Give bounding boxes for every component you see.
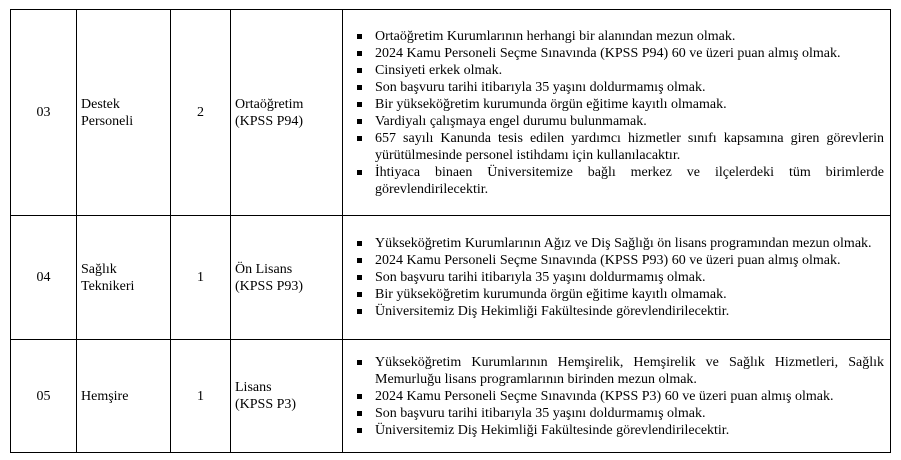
requirements-list: [347, 354, 884, 439]
requirement-text: Bir yükseköğretim kurumunda örgün eğitime kayıtlı olmamak.: [375, 96, 727, 112]
requirement-text: Vardiyalı çalışmaya engel durumu bulunmamak.: [375, 113, 647, 129]
education-level: [231, 340, 343, 453]
bullet-icon: [357, 241, 362, 246]
bullet-icon: [357, 360, 362, 365]
requirement-text: 2024 Kamu Personeli Seçme Sınavında (KPSS P93) 60 ve üzeri puan almış olmak.: [375, 253, 841, 268]
requirement-text: Yükseköğretim Kurumlarının Ağız ve Diş Sağlığı ön lisans programından mezun olmak.: [375, 236, 872, 251]
requirement-item: [347, 235, 884, 252]
position-title-line: Destek: [81, 96, 120, 112]
position-title-line: Personeli: [81, 113, 134, 129]
education-line: (KPSS P93): [235, 278, 304, 294]
requirement-item: [347, 28, 884, 45]
position-title: [77, 216, 171, 340]
bullet-icon: [357, 51, 362, 56]
position-title-line: Hemşire: [81, 388, 129, 404]
requirement-text: Son başvuru tarihi itibarıyla 35 yaşını doldurmamış olmak.: [375, 79, 706, 95]
bullet-icon: [357, 258, 362, 263]
position-count: 2: [171, 10, 231, 216]
education-line: Ön Lisans: [235, 261, 293, 277]
requirement-item: [347, 130, 884, 164]
position-code: 03: [11, 10, 77, 216]
bullet-icon: [357, 309, 362, 314]
requirements-cell: [343, 216, 891, 340]
table-row: [11, 340, 891, 453]
requirement-text: Yükseköğretim Kurumlarının Hemşirelik, Hemşirelik ve Sağlık Hizmetleri, Sağlık Memurluğu lisans programlarının birinden mezun olmak.: [375, 354, 884, 387]
bullet-icon: [357, 136, 362, 141]
position-count: 1: [171, 340, 231, 453]
bullet-icon: [357, 411, 362, 416]
bullet-icon: [357, 292, 362, 297]
bullet-icon: [357, 170, 362, 175]
bullet-icon: [357, 394, 362, 399]
bullet-icon: [357, 85, 362, 90]
requirement-item: [347, 303, 884, 320]
requirement-text: Üniversitemiz Diş Hekimliği Fakültesinde görevlendirilecektir.: [375, 422, 730, 438]
education-level: [231, 216, 343, 340]
requirement-item: [347, 422, 884, 439]
position-title-line: Sağlık: [81, 261, 117, 277]
requirement-text: 2024 Kamu Personeli Seçme Sınavında (KPSS P3) 60 ve üzeri puan almış olmak.: [375, 388, 834, 404]
requirement-text: 657 sayılı Kanunda tesis edilen yardımcı hizmetler sınıfı kapsamına giren görevlerin yürütülmesinde personel istihdamı için kullanılacaktır.: [375, 130, 884, 163]
requirements-list: [347, 28, 884, 198]
requirements-list: [347, 235, 884, 320]
bullet-icon: [357, 428, 362, 433]
table-row: [11, 216, 891, 340]
requirement-text: 2024 Kamu Personeli Seçme Sınavında (KPSS P94) 60 ve üzeri puan almış olmak.: [375, 45, 841, 61]
position-title: [77, 10, 171, 216]
requirement-text: Cinsiyeti erkek olmak.: [375, 62, 503, 78]
education-line: Ortaöğretim: [235, 96, 304, 112]
position-title-line: Teknikeri: [81, 278, 135, 294]
requirement-item: [347, 79, 884, 96]
bullet-icon: [357, 102, 362, 107]
requirement-text: Ortaöğretim Kurumlarının herhangi bir alanından mezun olmak.: [375, 28, 736, 44]
requirement-item: [347, 164, 884, 198]
requirement-text: Son başvuru tarihi itibarıyla 35 yaşını doldurmamış olmak.: [375, 405, 706, 421]
requirement-text: İhtiyaca binaen Üniversitemize bağlı merkez ve ilçelerdeki tüm birimlerde görevlendirilecektir.: [375, 164, 884, 197]
requirements-cell: [343, 340, 891, 453]
requirement-item: [347, 354, 884, 388]
requirement-item: [347, 45, 884, 62]
bullet-icon: [357, 119, 362, 124]
requirement-text: Üniversitemiz Diş Hekimliği Fakültesinde görevlendirilecektir.: [375, 304, 730, 319]
requirement-item: [347, 113, 884, 130]
position-count: 1: [171, 216, 231, 340]
table-row: [11, 10, 891, 216]
education-level: [231, 10, 343, 216]
education-line: (KPSS P94): [235, 113, 304, 129]
bullet-icon: [357, 275, 362, 280]
requirement-item: [347, 405, 884, 422]
bullet-icon: [357, 34, 362, 39]
education-line: (KPSS P3): [235, 397, 297, 412]
position-title: [77, 340, 171, 453]
position-code: 05: [11, 340, 77, 453]
bullet-icon: [357, 68, 362, 73]
positions-table: [10, 9, 891, 453]
requirement-item: [347, 96, 884, 113]
requirement-text: Bir yükseköğretim kurumunda örgün eğitime kayıtlı olmamak.: [375, 287, 727, 302]
position-code: 04: [11, 216, 77, 340]
requirement-text: Son başvuru tarihi itibarıyla 35 yaşını doldurmamış olmak.: [375, 270, 706, 285]
requirements-cell: [343, 10, 891, 216]
requirement-item: [347, 286, 884, 303]
requirement-item: [347, 252, 884, 269]
requirement-item: [347, 388, 884, 405]
requirement-item: [347, 269, 884, 286]
requirement-item: [347, 62, 884, 79]
education-line: Lisans: [235, 380, 272, 395]
